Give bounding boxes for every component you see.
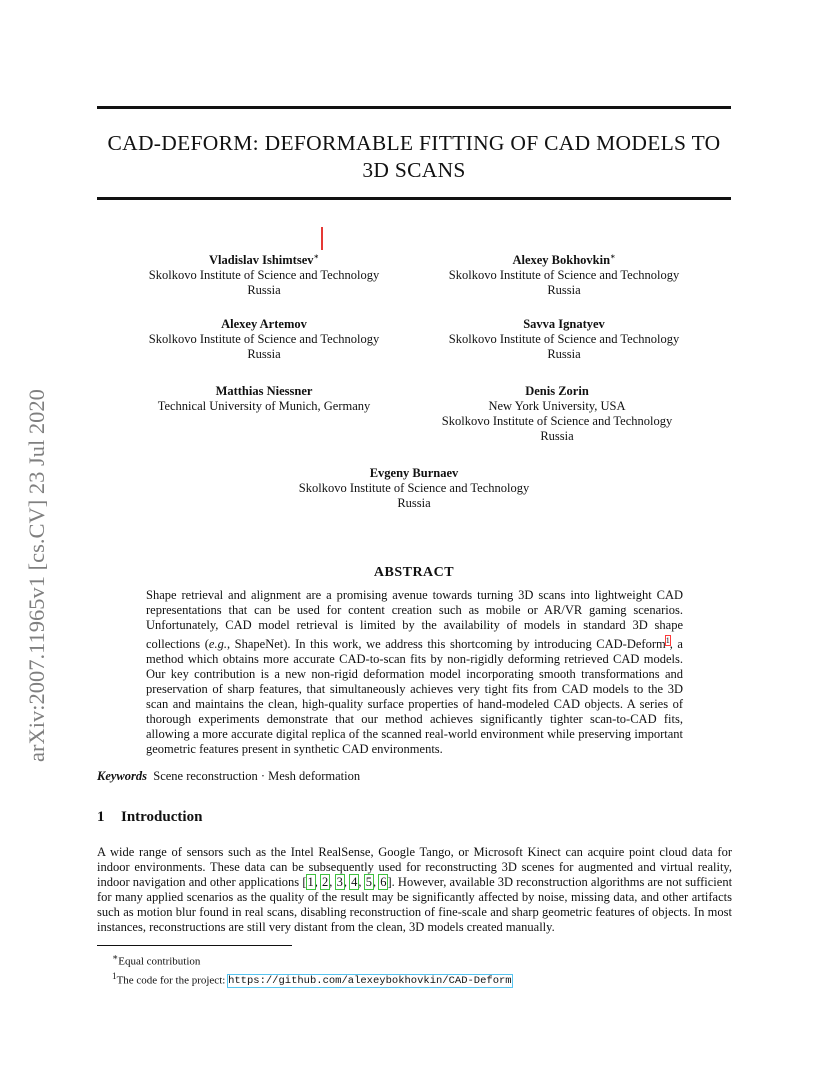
- footnotes: [112, 950, 512, 988]
- author-name: Matthias Niessner: [215, 384, 313, 398]
- paper-title: [97, 130, 731, 184]
- author-artemov: [114, 317, 414, 362]
- footnote-text: Equal contribution: [118, 955, 201, 968]
- footnote-link[interactable]: 1: [665, 636, 670, 645]
- abstract-part: Shape retrieval and alignment are a promising avenue towards turning 3D scans into lightweight CAD representations that can be used for content creation such as mobile or AR/VR gaming scenarios. Unfortunately, CAD model retrieval is limited by the availability of models in standard 3D shape collections (: [146, 588, 683, 652]
- citation-link[interactable]: 3: [336, 875, 343, 889]
- author-name: Savva Ignatyev: [523, 317, 605, 331]
- title-top-rule: [97, 106, 731, 109]
- title-bottom-rule: [97, 197, 731, 200]
- arxiv-stamp: arXiv:2007.11965v1 [cs.CV] 23 Jul 2020: [24, 389, 49, 762]
- footnote-rule: [97, 945, 292, 946]
- author-affiliation: Skolkovo Institute of Science and Technology: [298, 481, 530, 495]
- equal-contribution-mark: ∗: [610, 252, 616, 261]
- citation-link[interactable]: 6: [380, 875, 387, 889]
- abstract-text: [146, 588, 683, 757]
- citation-link[interactable]: 4: [351, 875, 358, 889]
- footnote-mark: ∗: [112, 952, 119, 962]
- keywords-label: Keywords: [97, 769, 147, 783]
- intro-paragraph: A wide range of sensors such as the Intel RealSense, Google Tango, or Microsoft Kinect can acquire point cloud data for indoor environments. These data can be subsequently used for reconstructing 3D scenes for augmented and virtual reality, indoor navigation and other applications [1, 2, 3, 4, 5, 6]. However, available 3D reconstruction algorithms are not sufficient for many applied scenarios as the quality of the result may be significantly affected by noise, missing data, and other artifacts such as motion blur found in real scans, disabling reconstruction of fine-scale and sharp geometric features of objects. In most instances, reconstructions are still very distant from the clean, 3D models created manually.: [97, 845, 733, 934]
- author-burnaev: [214, 466, 614, 511]
- keywords: [97, 769, 360, 784]
- title-line-1: CAD-DEFORM: DEFORMABLE FITTING OF CAD MODELS TO: [107, 131, 721, 155]
- abstract-part: , a method which obtains more accurate CAD-to-scan fits by non-rigidly deforming retrieved CAD models. Our key contribution is a new non-rigid deformation model incorporating smooth transformations and preservation of sharp features, that simultaneously achieves very tight fits from CAD models to the 3D scan and maintains the clean, high-quality surface properties of hand-modeled CAD objects. A series of thorough experiments demonstrate that our method achieves significantly tighter scan-to-CAD fits, allowing a more accurate digital replica of the scanned real-world environment while preserving important geometric features present in synthetic CAD environments.: [146, 637, 683, 757]
- intro-part: ]. However, available 3D reconstruction algorithms are not sufficient for many applied scenarios as the quality of the result may be significantly affected by noise, missing data, and other artifacts such as motion blur found in real scans, disabling reconstruction of fine-scale and sharp geometric features of objects. In most instances, reconstructions are still very distant from the clean, 3D models created manually.: [97, 875, 733, 934]
- author-affiliation: Skolkovo Institute of Science and Technology: [448, 332, 680, 346]
- abstract-eg: e.g.: [208, 637, 227, 652]
- author-niessner: [114, 384, 414, 414]
- intro-part: A wide range of sensors such as the Intel RealSense, Google Tango, or Microsoft Kinect can acquire point cloud data for indoor environments. These data can be subsequently used for reconstructing 3D scenes for augmented and virtual reality, indoor navigation and other applications [: [97, 845, 732, 889]
- text-cursor: [321, 227, 323, 250]
- code-url-link[interactable]: https://github.com/alexeybokhovkin/CAD-Deform: [228, 975, 512, 988]
- section-number: 1: [97, 809, 105, 825]
- citation-link[interactable]: 2: [322, 875, 329, 889]
- author-country: Russia: [547, 347, 581, 361]
- author-name: Alexey Bokhovkin: [512, 253, 611, 268]
- author-bokhovkin: [414, 249, 714, 298]
- author-name: Evgeny Burnaev: [369, 466, 459, 480]
- author-ignatyev: [414, 317, 714, 362]
- author-affiliation: Skolkovo Institute of Science and Technology: [148, 268, 380, 283]
- author-name: Alexey Artemov: [221, 317, 307, 331]
- author-affiliation: New York University, USA: [488, 399, 626, 413]
- section-heading: [97, 809, 202, 826]
- citation-link[interactable]: 5: [365, 875, 372, 889]
- author-affiliation-2: Skolkovo Institute of Science and Technology: [441, 414, 673, 428]
- abstract-part: , ShapeNet). In this work, we address this shortcoming by introducing CAD-Deform: [226, 637, 666, 652]
- author-name: Denis Zorin: [525, 384, 589, 398]
- author-country: Russia: [397, 496, 431, 510]
- footnote-mark: 1: [112, 970, 117, 981]
- author-name: Vladislav Ishimtsev: [208, 253, 314, 268]
- author-affiliation: Skolkovo Institute of Science and Technology: [448, 268, 680, 283]
- author-zorin: [407, 384, 707, 444]
- author-country: Russia: [547, 283, 581, 298]
- author-country: Russia: [247, 347, 281, 361]
- keywords-text: Scene reconstruction · Mesh deformation: [153, 769, 361, 783]
- author-affiliation: Technical University of Munich, Germany: [157, 399, 371, 413]
- author-country: Russia: [540, 429, 574, 443]
- footnote-text: The code for the project:: [116, 974, 229, 987]
- author-country: Russia: [247, 283, 281, 298]
- citation-link[interactable]: 1: [307, 875, 314, 889]
- author-ishimtsev: [114, 249, 414, 298]
- abstract-heading: ABSTRACT: [373, 565, 455, 580]
- section-title: Introduction: [121, 809, 203, 825]
- equal-contribution-mark: ∗: [313, 252, 320, 261]
- footnote-code: [112, 969, 512, 989]
- title-line-2: 3D SCANS: [362, 158, 466, 182]
- footnote-equal-contribution: [112, 950, 512, 969]
- author-affiliation: Skolkovo Institute of Science and Technology: [148, 332, 380, 346]
